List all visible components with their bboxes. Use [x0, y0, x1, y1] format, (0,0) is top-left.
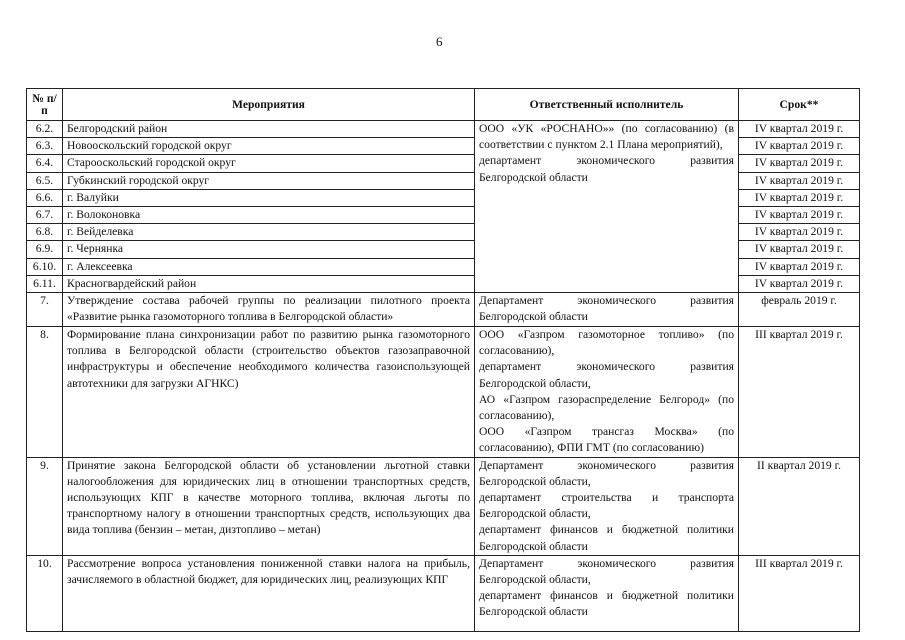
row-deadline: III квартал 2019 г.: [739, 327, 860, 458]
row-activity: Утверждение состава рабочей группы по реализации пилотного проекта «Развитие рынка газомоторного топлива в Белгородской области»: [63, 293, 475, 327]
row-number: 6.2.: [27, 121, 63, 138]
district-name: Губкинский городской округ: [63, 172, 475, 189]
row-executor: Департамент экономического развития Белгородской области, департамент строительства и транспорта Белгородской области, департамент финансов и бюджетной политики Белгородской области: [475, 457, 739, 555]
row-number: 6.11.: [27, 275, 63, 292]
row-number: 10.: [27, 555, 63, 631]
table-row: [27, 121, 860, 138]
header-executor: Ответственный исполнитель: [475, 89, 739, 121]
row-number: 6.3.: [27, 138, 63, 155]
row-activity: Рассмотрение вопроса установления пониженной ставки налога на прибыль, зачисляемого в областной бюджет, для юридических лиц, реализующих КПГ: [63, 555, 475, 631]
row-number: 6.8.: [27, 224, 63, 241]
row-executor: Департамент экономического развития Белгородской области: [475, 293, 739, 327]
row-deadline: IV квартал 2019 г.: [739, 121, 860, 138]
table-row: [27, 327, 860, 458]
row-deadline: IV квартал 2019 г.: [739, 241, 860, 258]
table-header-row: [27, 89, 860, 121]
row-number: 6.9.: [27, 241, 63, 258]
row-number: 6.5.: [27, 172, 63, 189]
row-activity: Принятие закона Белгородской области об установлении льготной ставки налогообложения для юридических лиц в отношении транспортных средств, использующих КПГ в качестве моторного топлива, включая льготы по транспортному налогу в отношении транспортных средств, использующих два вида топлива (бензин – метан, дизтопливо – метан): [63, 457, 475, 555]
row-number: 8.: [27, 327, 63, 458]
row-deadline: III квартал 2019 г.: [739, 555, 860, 631]
district-name: Красногвардейский район: [63, 275, 475, 292]
row-activity: Формирование плана синхронизации работ по развитию рынка газомоторного топлива в Белгородской области (строительство объектов газозаправочной инфраструктуры и обеспечение необходимого количества газоиспользующей автотехники для загрузки АГНКС): [63, 327, 475, 458]
row-number: 9.: [27, 457, 63, 555]
page-number: 6: [436, 34, 443, 49]
row-executor: ООО «Газпром газомоторное топливо» (по согласованию), департамент экономического развития Белгородской области, АО «Газпром газораспределение Белгород» (по согласованию), ООО «Газпром трансгаз Москва» (по согласованию), ФПИ ГМТ (по согласованию): [475, 327, 739, 458]
districts-executor: ООО «УК «РОСНАНО»» (по согласованию) (в соответствии с пунктом 2.1 Плана мероприятий), департамент экономического развития Белгородской области: [475, 121, 739, 293]
row-deadline: IV квартал 2019 г.: [739, 258, 860, 275]
row-deadline: IV квартал 2019 г.: [739, 172, 860, 189]
row-number: 7.: [27, 293, 63, 327]
district-name: Новооскольский городской округ: [63, 138, 475, 155]
row-deadline: IV квартал 2019 г.: [739, 155, 860, 172]
row-number: 6.7.: [27, 207, 63, 224]
district-name: г. Валуйки: [63, 189, 475, 206]
header-deadline: Срок**: [739, 89, 860, 121]
header-activity: Мероприятия: [63, 89, 475, 121]
row-deadline: II квартал 2019 г.: [739, 457, 860, 555]
row-deadline: IV квартал 2019 г.: [739, 189, 860, 206]
district-name: г. Волоконовка: [63, 207, 475, 224]
district-name: г. Алексеевка: [63, 258, 475, 275]
row-executor: Департамент экономического развития Белгородской области, департамент финансов и бюджетной политики Белгородской области: [475, 555, 739, 631]
district-name: г. Чернянка: [63, 241, 475, 258]
header-num: № п/п: [27, 89, 63, 121]
district-name: Белгородский район: [63, 121, 475, 138]
row-deadline: IV квартал 2019 г.: [739, 275, 860, 292]
row-deadline: IV квартал 2019 г.: [739, 224, 860, 241]
row-deadline: февраль 2019 г.: [739, 293, 860, 327]
row-deadline: IV квартал 2019 г.: [739, 138, 860, 155]
district-name: г. Вейделевка: [63, 224, 475, 241]
activities-table: [26, 88, 860, 632]
district-name: Старооскольский городской округ: [63, 155, 475, 172]
row-number: 6.4.: [27, 155, 63, 172]
row-number: 6.6.: [27, 189, 63, 206]
table-row: [27, 293, 860, 327]
table-row: [27, 457, 860, 555]
table-row: [27, 555, 860, 631]
row-deadline: IV квартал 2019 г.: [739, 207, 860, 224]
row-number: 6.10.: [27, 258, 63, 275]
